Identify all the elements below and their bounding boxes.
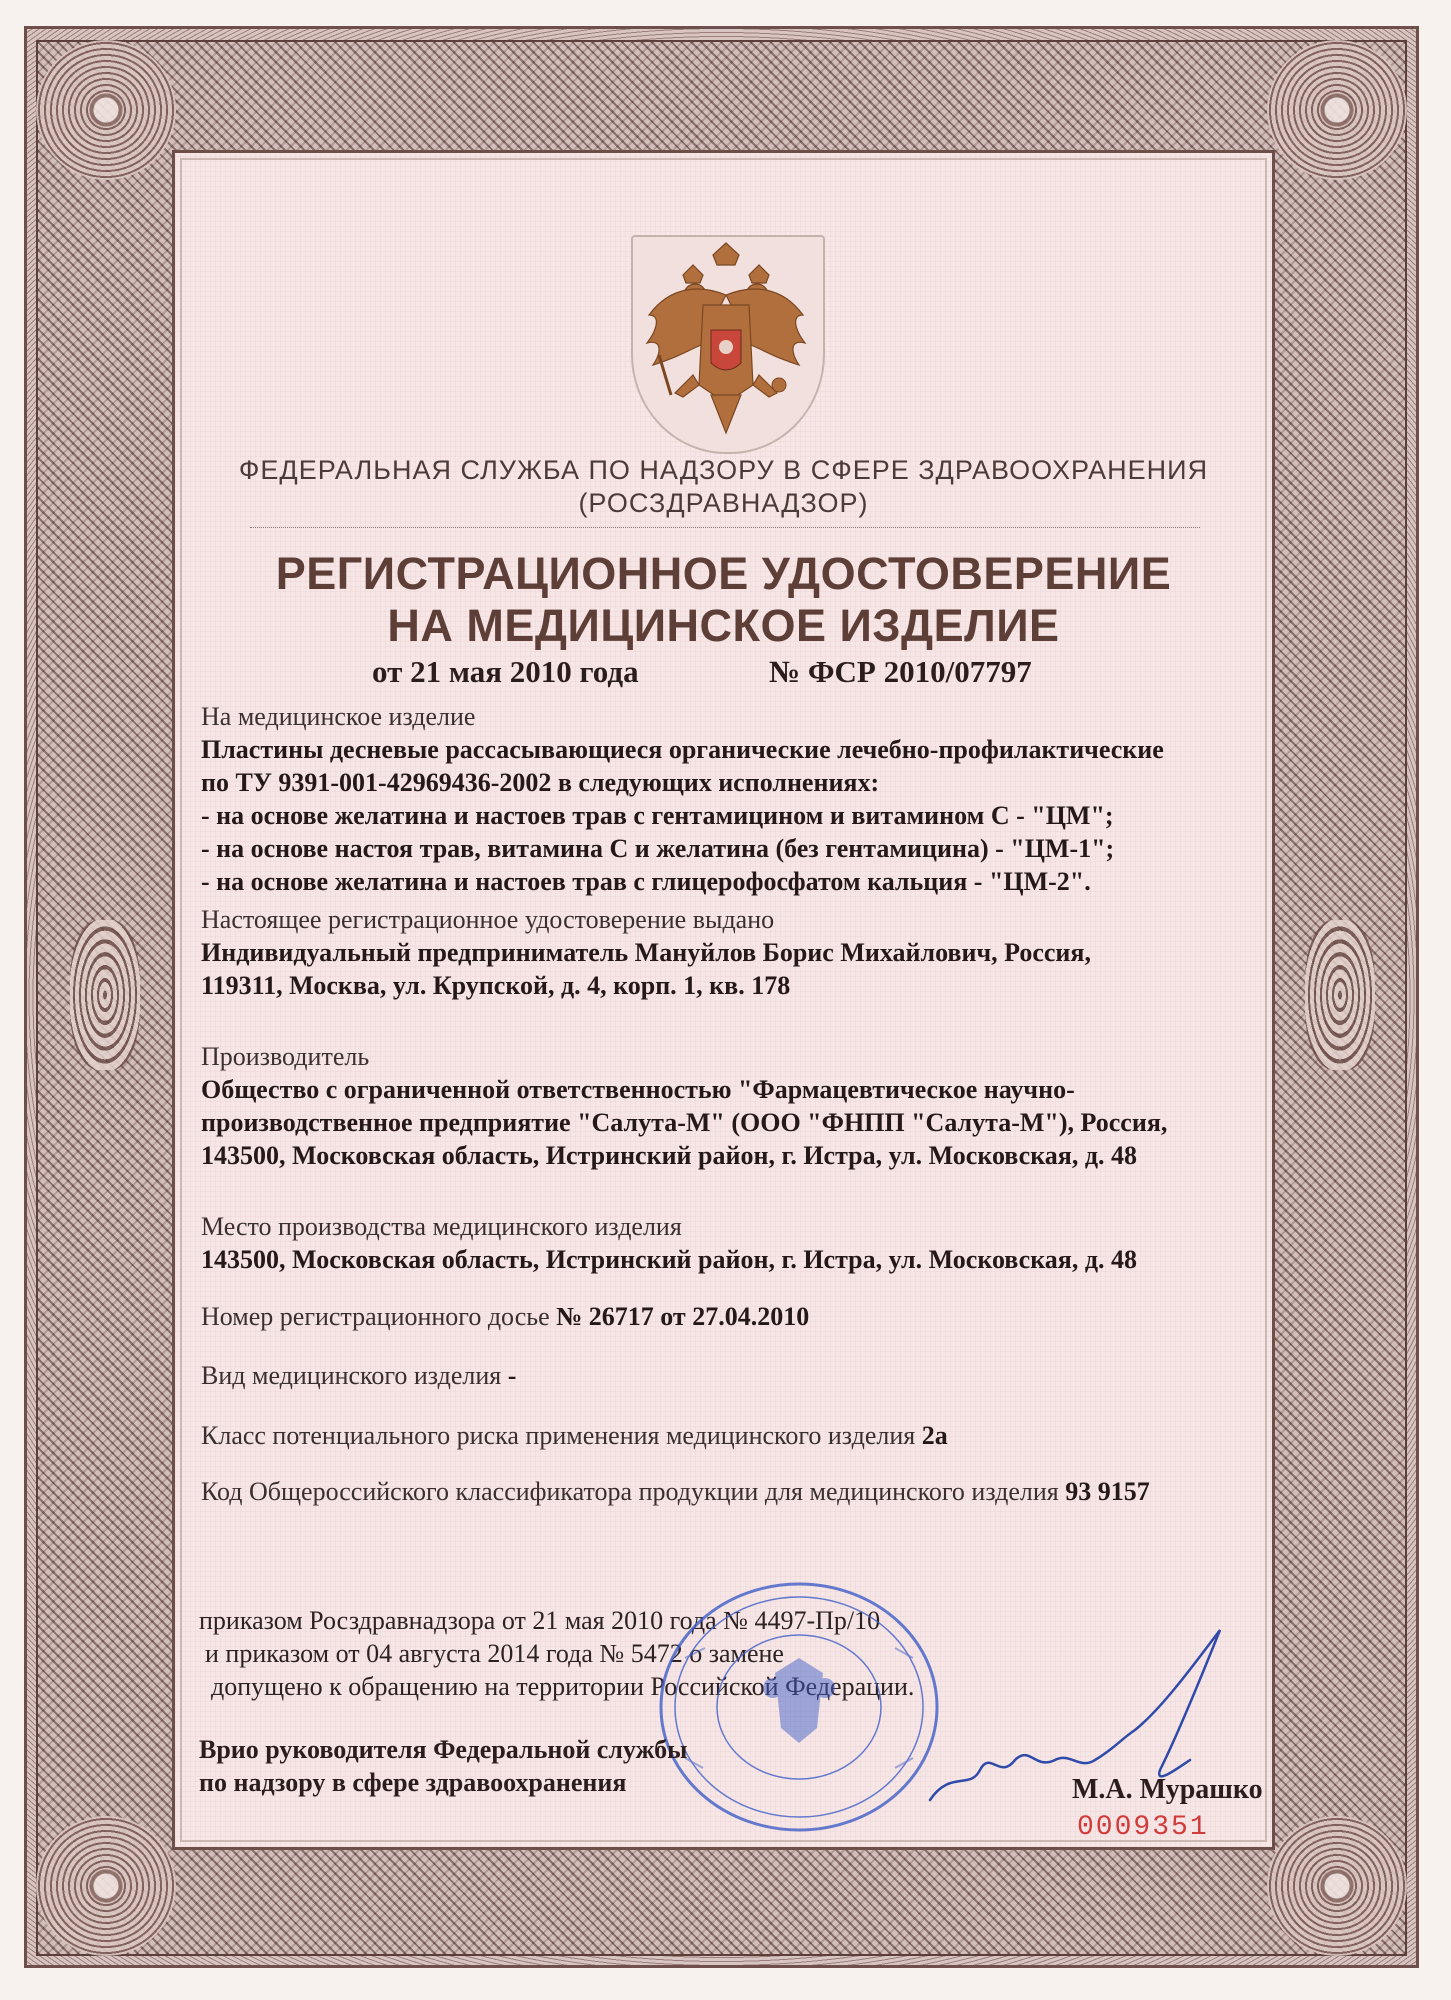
device-label: На медицинское изделие <box>201 702 476 731</box>
okp-code-value: 93 9157 <box>1065 1477 1150 1506</box>
dossier-label: Номер регистрационного досье <box>201 1302 557 1331</box>
dossier-value: № 26717 от 27.04.2010 <box>556 1302 810 1331</box>
device-type-label: Вид медицинского изделия <box>201 1361 508 1390</box>
manufacturer-label: Производитель <box>201 1042 370 1071</box>
document-title <box>172 548 1275 652</box>
production-site-label: Место производства медицинского изделия <box>201 1212 682 1241</box>
manufacturer-section <box>201 1040 1261 1172</box>
corner-ornament <box>1267 40 1407 180</box>
divider <box>250 527 1200 528</box>
holder-label: Настоящее регистрационное удостоверение выдано <box>201 905 775 934</box>
device-type-value: - <box>507 1361 517 1390</box>
emblem <box>631 235 821 450</box>
signatory-line-2: по надзору в сфере здравоохранения <box>199 1768 627 1797</box>
okp-code-label: Код Общероссийского классификатора продукции для медицинского изделия <box>201 1477 1066 1506</box>
holder-section <box>201 903 1261 1002</box>
manufacturer-line: 143500, Московская область, Истринский район, г. Истра, ул. Московская, д. 48 <box>201 1141 1138 1170</box>
agency-line-2: (РОСЗДРАВНАДЗОР) <box>578 488 869 518</box>
okp-code-row <box>201 1475 1261 1508</box>
title-line-1: РЕГИСТРАЦИОННОЕ УДОСТОВЕРЕНИЕ <box>275 548 1172 599</box>
manufacturer-line: производственное предприятие "Салута-М" (ООО "ФНПП "Салута-М"), Россия, <box>201 1108 1168 1137</box>
device-line: - на основе желатина и настоев трав с гентамицином и витамином С - "ЦМ"; <box>201 801 1114 830</box>
double-headed-eagle-icon <box>631 235 821 450</box>
signatory-title <box>199 1733 687 1799</box>
dossier-row <box>201 1300 1261 1333</box>
corner-ornament <box>36 40 176 180</box>
risk-class-value: 2а <box>921 1421 948 1450</box>
order-line: и приказом от 04 августа 2014 года № 5472 о замене <box>205 1639 784 1668</box>
holder-line: Индивидуальный предприниматель Мануйлов Борис Михайлович, Россия, <box>201 938 1091 967</box>
device-line: Пластины десневые рассасывающиеся органические лечебно-профилактические <box>201 735 1164 764</box>
side-ornament <box>1305 920 1375 1070</box>
agency-name <box>172 454 1275 520</box>
order-line: приказом Росздравнадзора от 21 мая 2010 года № 4497-Пр/10 <box>199 1606 881 1635</box>
corner-ornament <box>1267 1816 1407 1956</box>
serial-number: 0009351 <box>1077 1812 1209 1843</box>
agency-line-1: ФЕДЕРАЛЬНАЯ СЛУЖБА ПО НАДЗОРУ В СФЕРЕ ЗДРАВООХРАНЕНИЯ <box>238 455 1209 485</box>
production-site-address: 143500, Московская область, Истринский район, г. Истра, ул. Московская, д. 48 <box>201 1245 1138 1274</box>
certificate-number: № ФСР 2010/07797 <box>769 654 1032 689</box>
order-line: допущено к обращению на территории Российской Федерации. <box>211 1672 915 1701</box>
manufacturer-line: Общество с ограниченной ответственностью "Фармацевтическое научно- <box>201 1075 1075 1104</box>
device-line: - на основе желатина и настоев трав с глицерофосфатом кальция - "ЦМ-2". <box>201 867 1091 896</box>
title-line-2: НА МЕДИЦИНСКОЕ ИЗДЕЛИЕ <box>387 600 1060 651</box>
issue-date: от 21 мая 2010 года <box>372 654 639 689</box>
corner-ornament <box>36 1816 176 1956</box>
device-line: - на основе настоя трав, витамина С и желатина (без гентамицина) - "ЦМ-1"; <box>201 834 1115 863</box>
signer-name: М.А. Мурашко <box>1072 1774 1263 1805</box>
official-stamp <box>655 1578 943 1836</box>
device-line: по ТУ 9391-001-42969436-2002 в следующих исполнениях: <box>201 768 880 797</box>
side-ornament <box>70 920 140 1070</box>
device-type-row <box>201 1359 1261 1392</box>
holder-line: 119311, Москва, ул. Крупской, д. 4, корп. 1, кв. 178 <box>201 971 791 1000</box>
device-section <box>201 700 1261 898</box>
production-site-section <box>201 1210 1261 1276</box>
signatory-line-1: Врио руководителя Федеральной службы <box>199 1735 688 1764</box>
risk-class-label: Класс потенциального риска применения медицинского изделия <box>201 1421 922 1450</box>
risk-class-row <box>201 1419 1261 1452</box>
